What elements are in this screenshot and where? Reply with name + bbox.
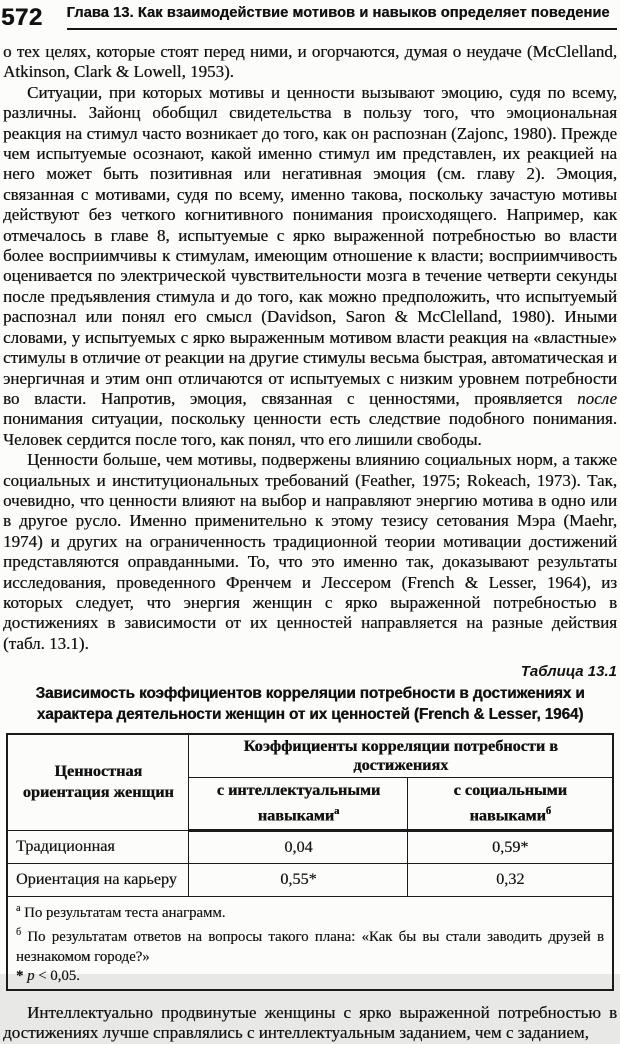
table-header-social	[408, 778, 613, 830]
closing-text	[3, 1003, 617, 1044]
footnote-b	[16, 923, 604, 967]
table-header-intellectual	[189, 778, 408, 830]
chapter-title: Глава 13. Как взаимодействие мотивов и навыков определяет поведение	[66, 5, 610, 21]
body-paragraph: Ситуации, при которых мотивы и ценности вызывают эмоцию, судя по всему, различны. Зайонц обобщил свидетельства в пользу того, что эмоциональная реакция на стимул часто возникает до того, как он распознан (Zajonc, 1980). Прежде чем испытуемые осознают, какой именно стимул им представлен, их реакцией на него может быть позитивная или негативная эмоция (см. главу 2). Эмоция, связанная с мотивами, судя по всему, именно такова, поскольку зачастую мотивы действуют без четкого когнитивного понимания происходящего. Например, как отмечалось в главе 8, испытуемые с ярко выраженной потребностью во власти более восприимчивы к стимулам, имеющим отношение к власти; восприимчивость оценивается по электрической чувствительности мозга в течение четверти секунды после предъявления стимула и до того, как можно предположить, что испытуемый распознал или понял его смысл (Davidson, Saron & McClelland, 1980). Иными словами, у испытуемых с ярко выраженным мотивом власти реакция на «властные» стимулы в отличие от реакции на другие стимулы весьма быстрая, автоматическая и энергичная и этим онп отличаются от испытуемых с низким уровнем потребности во власти. Напротив, эмоция, связанная с ценностями, проявляется после понимания ситуации, поскольку ценности есть следствие подобного понимания. Человек сердится после того, как понял, что его лишили свободы.	[3, 82, 617, 449]
cell-intellectual: 0,55*	[189, 863, 408, 896]
footnote-a-marker: а	[15, 902, 21, 914]
table-header-span: Коэффициенты корреляции потребности в достижениях	[189, 734, 613, 778]
footnote-b-text: По результатам ответов на вопросы такого плана: «Как бы вы стали заводить друзей в незнакомом городе?»	[15, 929, 604, 965]
footnote-a-text: По результатам теста анаграмм.	[20, 904, 226, 921]
table-footnotes	[7, 896, 613, 990]
body-paragraph-continued: о тех целях, которые стоят перед ними, и огорчаются, думая о неудаче (McClelland, Atkinson, Clark & Lowell, 1953).	[3, 42, 617, 82]
footnote-a	[16, 899, 604, 924]
footnote-marker-b: б	[545, 806, 552, 818]
correlation-table	[6, 733, 614, 991]
footnote-star	[16, 967, 604, 987]
table-header-social-label: с социальными навыками	[453, 781, 567, 825]
table-header-orientation: Ценностная ориентация женщин	[7, 734, 189, 830]
cell-social: 0,32	[408, 863, 613, 896]
footnote-star-text: p < 0,05.	[27, 968, 80, 985]
page-number: 572	[1, 4, 43, 31]
table-row	[7, 830, 613, 863]
footnote-b-marker: б	[15, 927, 22, 939]
footnote-star-marker: *	[15, 968, 24, 985]
table-row	[7, 863, 613, 896]
footnote-marker-a: а	[334, 806, 340, 818]
cell-social: 0,59*	[408, 830, 613, 863]
running-header	[3, 6, 617, 30]
body-paragraph: Интеллектуально продвинутые женщины с ярко выраженной потребностью в достижениях лучше справлялись с интеллектуальным заданием, чем с заданием,	[3, 1002, 617, 1043]
cell-orientation: Традиционная	[7, 830, 189, 863]
table-number-label: Таблица 13.1	[520, 663, 617, 681]
body-text	[3, 42, 617, 654]
table-header-intellectual-label: с интеллектуальными навыками	[216, 781, 381, 825]
cell-intellectual: 0,04	[189, 830, 408, 863]
chapter-header-rule	[67, 6, 617, 30]
cell-orientation: Ориентация на карьеру	[7, 863, 189, 896]
table-title: Зависимость коэффициентов корреляции потребности в достижениях и характера деятельности женщин от их ценностей (French & Lesser, 1964)	[35, 685, 585, 723]
body-paragraph: Ценности больше, чем мотивы, подвержены влиянию социальных норм, а также социальных и институциональных требований (Feather, 1975; Rokeach, 1973). Так, очевидно, что ценности влияют на выбор и направляют энергию мотива в одно или в другое русло. Именно применительно к этому тезису сетования Мэра (Maehr, 1974) и других на ограниченность традиционной теории мотивации достижений представляются оправданными. То, что это именно так, доказывают результаты исследования, проведенного Френчем и Лессером (French & Lesser, 1964), из которых следует, что энергия женщин с ярко выраженной потребностью в достижениях в зависимости от их ценностей направляется на разные действия (табл. 13.1).	[3, 450, 617, 653]
